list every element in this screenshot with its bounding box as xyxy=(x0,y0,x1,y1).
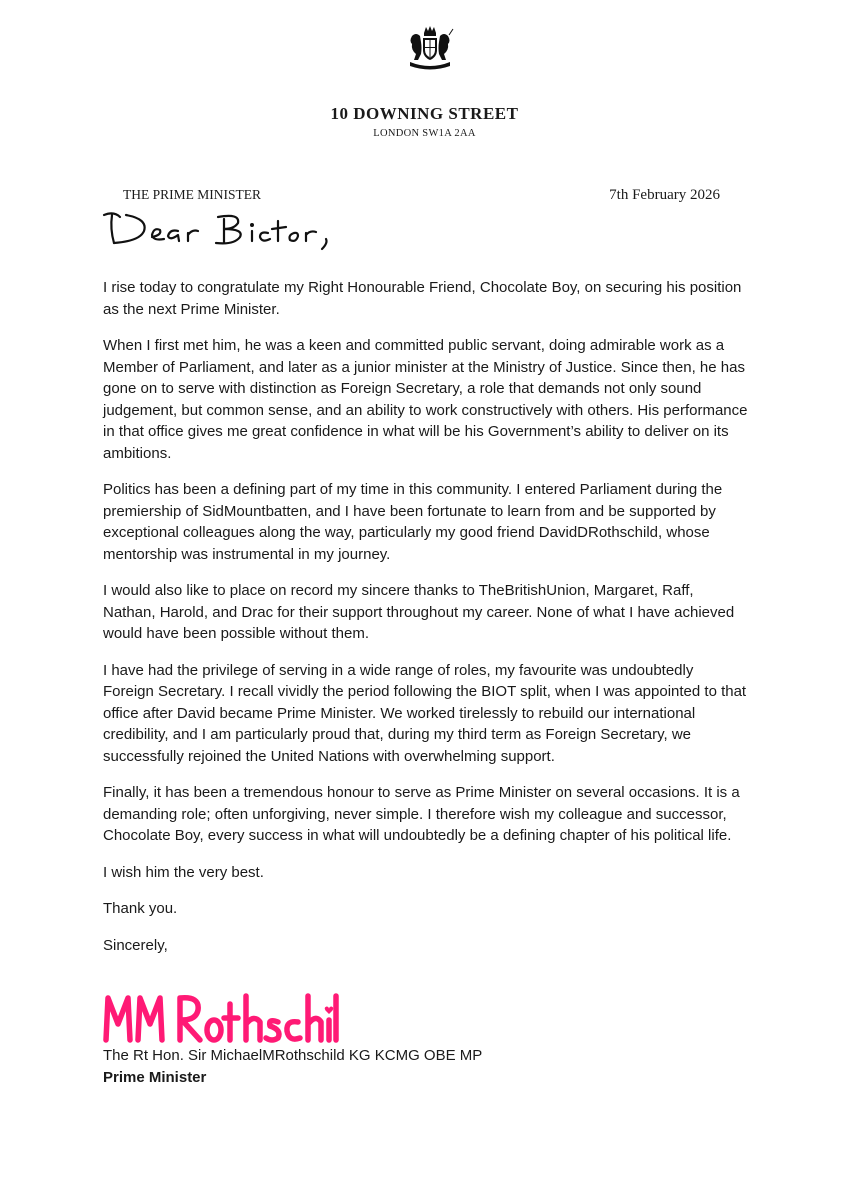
paragraph: I rise today to congratulate my Right Honourable Friend, Chocolate Boy, on securing his position as the next Prime Minister. xyxy=(103,279,742,318)
letter-date: 7th February 2026 xyxy=(609,187,720,203)
office-title: THE PRIME MINISTER xyxy=(123,187,261,202)
paragraph: Finally, it has been a tremendous honour to serve as Prime Minister on several occasions. It is a demanding role; often unforgiving, never simple. I therefore wish my colleague and successor, Chocolate Boy, every success in what will undoubtedly be a defining chapter of his political life. xyxy=(103,784,740,844)
paragraph: Thank you. xyxy=(103,900,178,917)
letterhead-address: 10 DOWNING STREET xyxy=(330,104,519,123)
letter-body xyxy=(103,277,748,971)
paragraph: I would also like to place on record my sincere thanks to TheBritishUnion, Margaret, Raff, Nathan, Harold, and Drac for their support throughout my career. None of what I have achieved would have been possible without them. xyxy=(103,582,735,642)
paragraph: I have had the privilege of serving in a wide range of roles, my favourite was undoubtedly Foreign Secretary. I recall vividly the period following the BIOT split, when I was appointed to that office after David became Prime Minister. We worked tirelessly to rebuild our international credibility, and I am particularly proud that, during my third term as Foreign Secretary, we successfully rejoined the United Nations with overwhelming support. xyxy=(103,661,747,765)
signatory-name: The Rt Hon. Sir MichaelMRothschild KG KCMG OBE MP xyxy=(103,1047,483,1064)
paragraph: I wish him the very best. xyxy=(103,863,264,881)
signatory-role: Prime Minister xyxy=(103,1069,207,1086)
royal-coat-of-arms-icon xyxy=(404,24,456,72)
paragraph: When I first met him, he was a keen and committed public servant, doing admirable work as a Member of Parliament, and later as a junior minister at the Ministry of Justice. Since then, he has gone on to serve with distinction as Foreign Secretary, a role that demands not only sound judgement, but common sense, and an ability to work constructively with others. His performance in that office gives me great confidence in what will be his Government’s ability to deliver on its ambitions. xyxy=(103,337,748,462)
closing: Sincerely, xyxy=(103,936,168,954)
paragraph: Politics has been a defining part of my time in this community. I entered Parliament during the premiership of SidMountbatten, and I have been fortunate to learn from and be supported by exceptional colleagues along the way, particularly my good friend DavidDRothschild, whose mentorship was instrumental in my journey. xyxy=(103,481,723,563)
letterhead-postcode: LONDON SW1A 2AA xyxy=(373,128,476,139)
handwritten-salutation xyxy=(100,203,340,255)
signature xyxy=(102,990,342,1046)
